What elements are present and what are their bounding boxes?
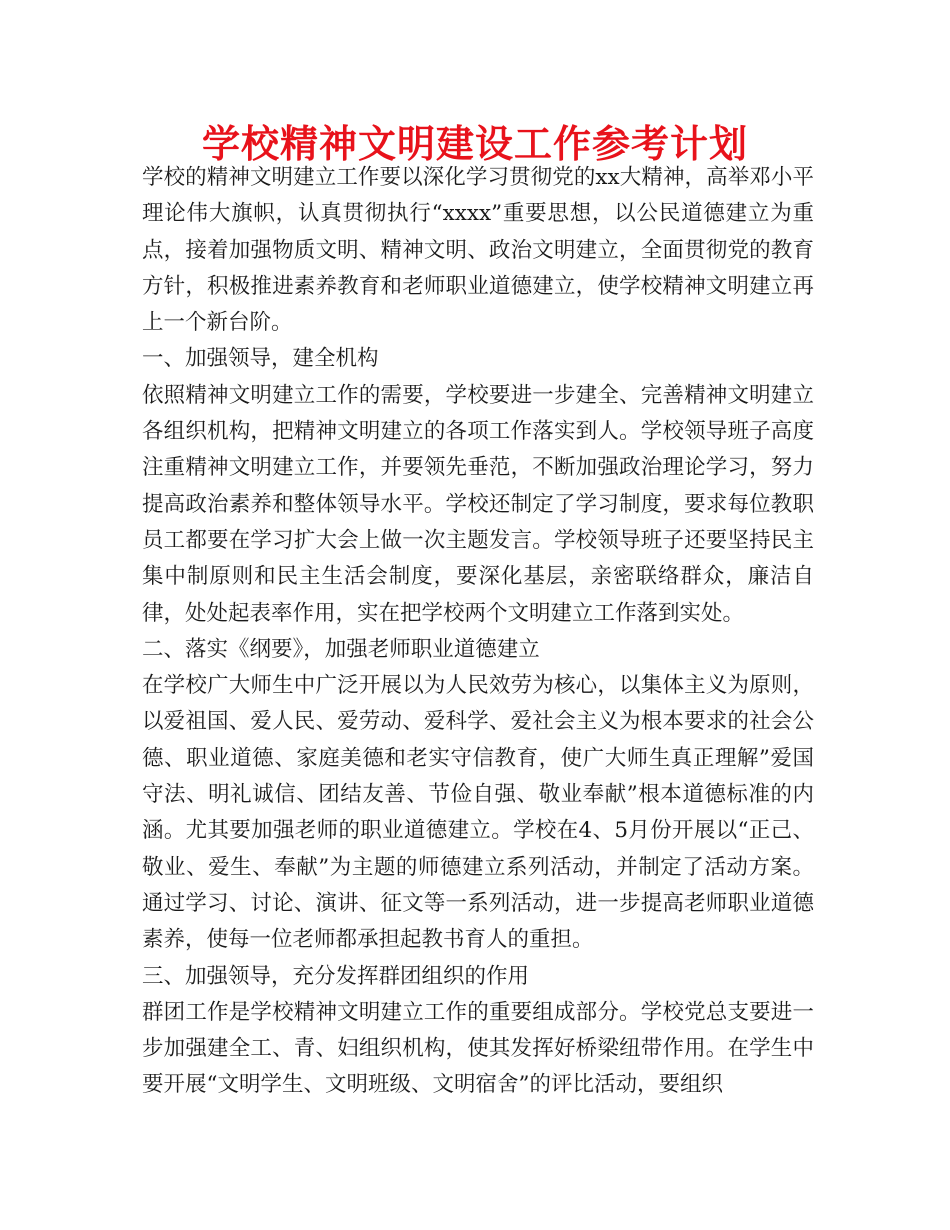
document-title: 学校精神文明建设工作参考计划 [201,122,748,166]
section-heading-1: 一、加强领导，建全机构 [142,346,379,372]
section-heading-3: 三、加强领导，充分发挥群团组织的作用 [142,963,530,989]
section-2-paragraph: 在学校广大师生中广泛开展以为人民效劳为核心，以集体主义为原则，以爱祖国、爱人民、爱劳动、爱科学、爱社会主义为根本要求的社会公德、职业道德、家庭美德和老实守信教育，使广大师生真正理解”爱国守法、明礼诚信、团结友善、节俭自强、敬业奉献”根本道德标准的内涵。尤其要加强老师的职业道德建立。学校在4、5月份开展以“正己、敬业、爱生、奉献”为主题的师德建立系列活动，并制定了活动方案。通过学习、讨论、演讲、征文等一系列活动，进一步提高老师职业道德素养，使每一位老师都承担起教书育人的重担。 [142,673,814,953]
section-1-paragraph: 依照精神文明建立工作的需要，学校要进一步建全、完善精神文明建立各组织机构，把精神文明建立的各项工作落实到人。学校领导班子高度注重精神文明建立工作，并要领先垂范，不断加强政治理论学习，努力提高政治素养和整体领导水平。学校还制定了学习制度，要求每位教职员工都要在学习扩大会上做一次主题发言。学校领导班子还要坚持民主集中制原则和民主生活会制度，要深化基层，亲密联络群众，廉洁自律，处处起表率作用，实在把学校两个文明建立工作落到实处。 [142,382,814,626]
section-3-paragraph: 群团工作是学校精神文明建立工作的重要组成部分。学校党总支要进一步加强建全工、青、妇组织机构，使其发挥好桥梁纽带作用。在学生中要开展“文明学生、文明班级、文明宿舍”的评比活动，要组织 [142,999,814,1098]
section-heading-2: 二、落实《纲要》，加强老师职业道德建立 [142,636,540,662]
document-body [142,160,814,1104]
intro-paragraph: 学校的精神文明建立工作要以深化学习贯彻党的xx大精神，高举邓小平理论伟大旗帜，认真贯彻执行“xxxx”重要思想，以公民道德建立为重点，接着加强物质文明、精神文明、政治文明建立，全面贯彻党的教育方针，积极推进素养教育和老师职业道德建立，使学校精神文明建立再上一个新台阶。 [142,165,814,336]
